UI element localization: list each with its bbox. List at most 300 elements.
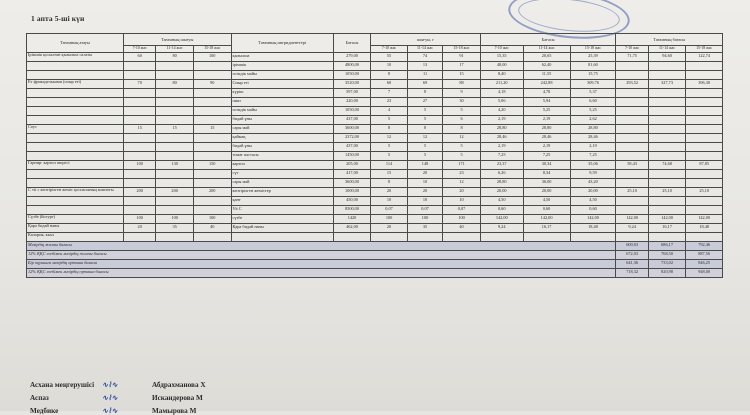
yield-cell: 114: [371, 161, 408, 170]
header-price: Бағасы: [333, 34, 371, 53]
cost-cell: 36,00: [523, 179, 570, 188]
yield-cell: 9: [443, 89, 481, 98]
yield-cell: 20: [407, 188, 442, 197]
portion-cell: 20: [124, 224, 156, 233]
cost-cell: 142,00: [523, 215, 570, 224]
table-row: [27, 170, 723, 179]
cost-cell: 0,60: [570, 206, 616, 215]
dish-cost-cell: [616, 197, 648, 206]
age-subheader: 11-14 жас: [156, 46, 194, 53]
yield-cell: 5: [407, 116, 442, 125]
portion-cell: 100: [124, 161, 156, 170]
signature-name: Абдрахманова Х: [152, 381, 206, 389]
cost-cell: 5,25: [523, 107, 570, 116]
table-row: [27, 197, 723, 206]
yield-cell: 15: [371, 170, 408, 179]
cost-cell: 15,35: [480, 53, 523, 62]
yield-cell: 8: [407, 89, 442, 98]
table-body: [27, 53, 723, 278]
signature-role: Асхана меңгерушісі: [30, 381, 95, 389]
portion-cell: [193, 107, 231, 116]
portion-cell: 80: [156, 80, 194, 89]
ingredient-cell: сары май: [231, 179, 333, 188]
totals-label: 12% ҚҚС есебімен мәзірдің орташа бағасы: [27, 269, 616, 278]
yield-cell: 40: [443, 224, 481, 233]
portion-cell: [193, 233, 231, 242]
portion-cell: [193, 134, 231, 143]
dish-cost-cell: [616, 134, 648, 143]
yield-cell: 15: [443, 71, 481, 80]
portion-cell: [193, 62, 231, 71]
cost-cell: 20,65: [523, 53, 570, 62]
cost-cell: 4,20: [480, 107, 523, 116]
yield-cell: 8: [443, 125, 481, 134]
cost-cell: 30,34: [523, 161, 570, 170]
yield-cell: 6: [443, 116, 481, 125]
ingredient-price-cell: 1000,00: [333, 188, 371, 197]
dish-cost-cell: [648, 170, 686, 179]
dish-cost-cell: [686, 233, 723, 242]
dish-name-cell: Қара бидай наны: [27, 224, 124, 233]
dish-cost-cell: [648, 116, 686, 125]
ingredient-cell: сүт: [231, 170, 333, 179]
cost-cell: 142,00: [570, 215, 616, 224]
portion-cell: 200: [193, 188, 231, 197]
dish-cost-cell: [648, 98, 686, 107]
dish-cost-cell: [648, 107, 686, 116]
dish-cost-cell: [686, 116, 723, 125]
ingredient-cell: Қара бидай наны: [231, 224, 333, 233]
ingredient-price-cell: 8500,00: [333, 206, 371, 215]
yield-cell: [407, 233, 442, 242]
handwritten-signature: ∿⌇∿: [102, 381, 118, 389]
yield-cell: 20: [407, 170, 442, 179]
dish-cost-cell: [686, 98, 723, 107]
ingredient-price-cell: 1050,00: [333, 107, 371, 116]
dish-cost-cell: [648, 152, 686, 161]
ingredient-cell: қызылша: [231, 53, 333, 62]
table-row: [27, 224, 723, 233]
handwritten-signature: ∿⌇∿: [102, 394, 118, 402]
totals-row: [27, 260, 723, 269]
age-subheader-row: [27, 46, 723, 53]
table-row: [27, 107, 723, 116]
dish-name-cell: [27, 98, 124, 107]
header-ingredients: Тағамның ингридиенттері: [231, 34, 333, 53]
dish-cost-cell: [686, 197, 723, 206]
dish-cost-cell: 87,85: [686, 161, 723, 170]
yield-cell: 60: [371, 80, 408, 89]
cost-cell: 8,40: [480, 71, 523, 80]
portion-cell: [156, 98, 194, 107]
cost-cell: 28,80: [523, 125, 570, 134]
dish-name-cell: [27, 134, 124, 143]
dish-cost-cell: [648, 197, 686, 206]
portion-cell: [124, 107, 156, 116]
portion-cell: [193, 197, 231, 206]
cost-cell: 2,19: [570, 143, 616, 152]
cost-cell: 4,50: [570, 197, 616, 206]
ingredient-price-cell: 437,00: [333, 116, 371, 125]
cost-cell: 242,88: [523, 80, 570, 89]
cost-cell: 62,40: [523, 62, 570, 71]
dish-cost-cell: [686, 125, 723, 134]
portion-cell: 60: [124, 53, 156, 62]
dish-cost-cell: 58,43: [616, 161, 648, 170]
dish-name-cell: Калория, ккал: [27, 233, 124, 242]
dish-cost-cell: [616, 98, 648, 107]
cost-cell: 2,19: [523, 116, 570, 125]
portion-cell: [156, 206, 194, 215]
dish-cost-cell: 293,52: [616, 80, 648, 89]
portion-cell: 70: [124, 80, 156, 89]
totals-row: [27, 242, 723, 251]
dish-cost-cell: 74,68: [648, 161, 686, 170]
ingredient-cell: бидай ұны: [231, 143, 333, 152]
ingredient-cell: өсімдік майы: [231, 71, 333, 80]
table-row: [27, 233, 723, 242]
portion-cell: [156, 62, 194, 71]
cost-cell: 2,19: [523, 143, 570, 152]
cost-cell: 28,46: [480, 134, 523, 143]
dish-cost-cell: [648, 89, 686, 98]
table-row: [27, 161, 723, 170]
portion-cell: [156, 71, 194, 80]
portion-cell: [156, 134, 194, 143]
yield-cell: 12: [407, 134, 442, 143]
dish-cost-cell: 71,75: [616, 53, 648, 62]
yield-cell: 5: [407, 107, 442, 116]
cost-cell: 43,20: [570, 179, 616, 188]
ingredient-price-cell: 4800,00: [333, 62, 371, 71]
portion-cell: 15: [193, 125, 231, 134]
cost-cell: 23,37: [480, 161, 523, 170]
age-subheader: 7-10 жас: [616, 46, 648, 53]
cost-cell: 5,06: [480, 98, 523, 107]
ingredient-cell: қант: [231, 197, 333, 206]
header-portion: Тағамның шығуы: [124, 34, 231, 46]
cost-cell: 211,20: [480, 80, 523, 89]
cost-cell: 4,50: [523, 197, 570, 206]
ingredient-price-cell: 3600,00: [333, 125, 371, 134]
handwritten-signature: ∿⌇∿: [102, 407, 118, 415]
table-row: [27, 98, 723, 107]
dish-cost-cell: [686, 206, 723, 215]
age-subheader: 15-18 жас: [443, 46, 481, 53]
ingredient-price-cell: 437,00: [333, 143, 371, 152]
dish-cost-cell: [616, 143, 648, 152]
portion-cell: 15: [124, 125, 156, 134]
dish-cost-cell: [648, 62, 686, 71]
portion-cell: [124, 206, 156, 215]
totals-value: 768,50: [648, 251, 686, 260]
portion-cell: 40: [193, 224, 231, 233]
signature-role: Медбике: [30, 407, 59, 415]
portion-cell: 200: [156, 188, 194, 197]
yield-cell: 20: [371, 188, 408, 197]
yield-cell: 8: [371, 71, 408, 80]
cost-cell: 28,80: [480, 179, 523, 188]
table-row: [27, 80, 723, 89]
dish-cost-cell: [686, 62, 723, 71]
yield-cell: 91: [443, 53, 481, 62]
cost-cell: 81,60: [570, 62, 616, 71]
cost-cell: 0,60: [523, 206, 570, 215]
signature-line: [30, 393, 203, 402]
table-row: [27, 53, 723, 62]
portion-cell: 130: [156, 161, 194, 170]
ingredient-cell: картоп: [231, 161, 333, 170]
dish-name-cell: [27, 170, 124, 179]
dish-cost-cell: 9,24: [616, 224, 648, 233]
dish-cost-cell: 25,10: [648, 188, 686, 197]
yield-cell: 8: [371, 179, 408, 188]
yield-cell: 20: [443, 188, 481, 197]
dish-name-cell: [27, 197, 124, 206]
dish-cost-cell: [648, 71, 686, 80]
portion-cell: [124, 98, 156, 107]
ingredient-cell: Vit C: [231, 206, 333, 215]
portion-cell: [124, 179, 156, 188]
cost-cell: 28,80: [480, 125, 523, 134]
portion-cell: [156, 89, 194, 98]
cost-cell: 7,25: [570, 152, 616, 161]
dish-cost-cell: 142,00: [616, 215, 648, 224]
yield-cell: 74: [407, 53, 442, 62]
cost-cell: 142,00: [480, 215, 523, 224]
cost-cell: 25,39: [570, 53, 616, 62]
totals-row: [27, 251, 723, 260]
cost-cell: 35,06: [570, 161, 616, 170]
ingredient-cell: бидай ұны: [231, 116, 333, 125]
table-row: [27, 206, 723, 215]
totals-value: 887,56: [686, 251, 723, 260]
portion-cell: [193, 206, 231, 215]
cost-cell: 28,80: [570, 125, 616, 134]
yield-cell: 35: [407, 224, 442, 233]
portion-cell: [193, 98, 231, 107]
ingredient-price-cell: 2372,00: [333, 134, 371, 143]
totals-value: 718,32: [616, 269, 648, 278]
dish-name-cell: Ет фрикадельками (сиыр еті): [27, 80, 124, 89]
header-yield: шығуы, г: [371, 34, 481, 46]
portion-cell: 150: [193, 161, 231, 170]
dish-cost-cell: 142,00: [648, 215, 686, 224]
dish-cost-cell: [616, 107, 648, 116]
yield-cell: 5: [443, 152, 481, 161]
age-subheader: 11-14 жас: [523, 46, 570, 53]
ingredient-cell: қаймақ: [231, 134, 333, 143]
ingredient-cell: күріш: [231, 89, 333, 98]
table-row: [27, 116, 723, 125]
ingredient-cell: кептірілген жемістер: [231, 188, 333, 197]
yield-cell: 30: [443, 98, 481, 107]
yield-cell: 5: [407, 143, 442, 152]
yield-cell: 88: [443, 80, 481, 89]
dish-name-cell: [27, 71, 124, 80]
yield-cell: 171: [443, 161, 481, 170]
yield-cell: 10: [371, 197, 408, 206]
dish-cost-cell: [616, 116, 648, 125]
table-row: [27, 188, 723, 197]
ingredient-cell: өсімдік майы: [231, 107, 333, 116]
cost-cell: 18,48: [570, 224, 616, 233]
portion-cell: 80: [156, 53, 194, 62]
dish-cost-cell: 122,74: [686, 53, 723, 62]
ingredient-price-cell: [333, 233, 371, 242]
table-row: [27, 125, 723, 134]
ingredient-price-cell: 3520,00: [333, 80, 371, 89]
table-row: [27, 71, 723, 80]
cost-cell: 309,76: [570, 80, 616, 89]
dish-cost-cell: [648, 206, 686, 215]
portion-cell: [124, 197, 156, 206]
table-row: [27, 143, 723, 152]
header-cost: Бағасы: [480, 34, 616, 46]
totals-label: Бір оқушыға мәзірдің орташа бағасы: [27, 260, 616, 269]
cost-cell: 20,00: [523, 188, 570, 197]
cost-cell: 15,75: [570, 71, 616, 80]
dish-name-cell: [27, 152, 124, 161]
dish-name-cell: [27, 62, 124, 71]
ingredient-price-cell: 205,00: [333, 161, 371, 170]
age-subheader: 15-18 жас: [686, 46, 723, 53]
yield-cell: 20: [371, 224, 408, 233]
dish-cost-cell: [616, 170, 648, 179]
portion-cell: [193, 71, 231, 80]
totals-value: 686,17: [648, 242, 686, 251]
yield-cell: 8: [371, 125, 408, 134]
cost-cell: 8,34: [523, 170, 570, 179]
dish-cost-cell: [616, 62, 648, 71]
yield-cell: 13: [407, 62, 442, 71]
portion-cell: 200: [124, 188, 156, 197]
dish-name-cell: Сүзбе (йогурт): [27, 215, 124, 224]
portion-cell: 15: [156, 125, 194, 134]
cost-cell: 2,19: [480, 143, 523, 152]
dish-cost-cell: [686, 152, 723, 161]
portion-cell: [156, 197, 194, 206]
ingredient-price-cell: 417,00: [333, 170, 371, 179]
dish-name-cell: [27, 179, 124, 188]
signature-role: Аспаз: [30, 394, 49, 402]
portion-cell: [193, 143, 231, 152]
cost-cell: 9,24: [480, 224, 523, 233]
yield-cell: 23: [371, 98, 408, 107]
yield-cell: 4: [371, 107, 408, 116]
totals-label: Мәзірдің жалпы бағасы: [27, 242, 616, 251]
ingredient-price-cell: 1450,00: [333, 152, 371, 161]
totals-value: 792,46: [686, 242, 723, 251]
dish-cost-cell: [686, 170, 723, 179]
dish-cost-cell: [648, 143, 686, 152]
cost-cell: 9,59: [570, 170, 616, 179]
age-subheader: 7-10 жас: [124, 46, 156, 53]
yield-cell: 0,07: [371, 206, 408, 215]
totals-value: 846,25: [686, 260, 723, 269]
dish-cost-cell: [686, 179, 723, 188]
ingredient-price-cell: 1050,00: [333, 71, 371, 80]
portion-cell: [124, 116, 156, 125]
totals-value: 641,36: [616, 260, 648, 269]
yield-cell: 5: [371, 116, 408, 125]
age-subheader: 11-14 жас: [407, 46, 442, 53]
dish-name-cell: Гарнир: картоп пюресі: [27, 161, 124, 170]
cost-cell: 48,00: [480, 62, 523, 71]
totals-value: 733,02: [648, 260, 686, 269]
cost-cell: 11,55: [523, 71, 570, 80]
portion-cell: [156, 143, 194, 152]
dish-cost-cell: [616, 89, 648, 98]
table-row: [27, 215, 723, 224]
dish-cost-cell: 25,10: [616, 188, 648, 197]
yield-cell: 5: [371, 152, 408, 161]
table-row: [27, 62, 723, 71]
portion-cell: [193, 89, 231, 98]
dish-cost-cell: 25,10: [686, 188, 723, 197]
age-subheader: 7-10 жас: [480, 46, 523, 53]
ingredient-cell: сары май: [231, 125, 333, 134]
dish-cost-cell: [686, 134, 723, 143]
ingredient-price-cell: 462,00: [333, 224, 371, 233]
cost-cell: 16,17: [523, 224, 570, 233]
dish-cost-cell: [616, 152, 648, 161]
portion-cell: [156, 116, 194, 125]
dish-name-cell: С vit с кептірілген жеміс қоспасының компоты: [27, 188, 124, 197]
stamp-inner-ring: [517, 0, 622, 36]
cost-cell: 2,19: [480, 116, 523, 125]
cost-cell: [480, 233, 523, 242]
cost-cell: 7,25: [523, 152, 570, 161]
portion-cell: [124, 233, 156, 242]
portion-cell: 35: [156, 224, 194, 233]
totals-value: 820,98: [648, 269, 686, 278]
header-dish: Тағамның атауы: [27, 34, 124, 53]
yield-cell: 5: [407, 152, 442, 161]
ingredient-cell: ірімшік: [231, 62, 333, 71]
yield-cell: 100: [443, 215, 481, 224]
cost-cell: [523, 233, 570, 242]
yield-cell: 100: [371, 215, 408, 224]
ingredient-price-cell: 1420: [333, 215, 371, 224]
yield-cell: 5: [443, 143, 481, 152]
dish-cost-cell: [648, 179, 686, 188]
dish-cost-cell: 396,30: [686, 80, 723, 89]
ingredient-cell: [231, 233, 333, 242]
yield-cell: 55: [371, 53, 408, 62]
totals-row: [27, 269, 723, 278]
dish-name-cell: [27, 143, 124, 152]
cost-cell: 20,00: [570, 188, 616, 197]
cost-cell: 28,46: [523, 134, 570, 143]
age-subheader: 7-10 жас: [371, 46, 408, 53]
dish-cost-cell: 142,00: [686, 215, 723, 224]
dish-cost-cell: [648, 233, 686, 242]
dish-name-cell: [27, 107, 124, 116]
dish-cost-cell: [686, 71, 723, 80]
cost-cell: 6,26: [480, 170, 523, 179]
cost-cell: 4,78: [523, 89, 570, 98]
portion-cell: [124, 62, 156, 71]
dish-cost-cell: [686, 89, 723, 98]
portion-cell: [193, 170, 231, 179]
portion-cell: [156, 107, 194, 116]
age-subheader: 15-18 жас: [193, 46, 231, 53]
table-row: [27, 134, 723, 143]
cost-cell: 4,50: [480, 197, 523, 206]
portion-cell: 100: [156, 215, 194, 224]
table-row: [27, 152, 723, 161]
